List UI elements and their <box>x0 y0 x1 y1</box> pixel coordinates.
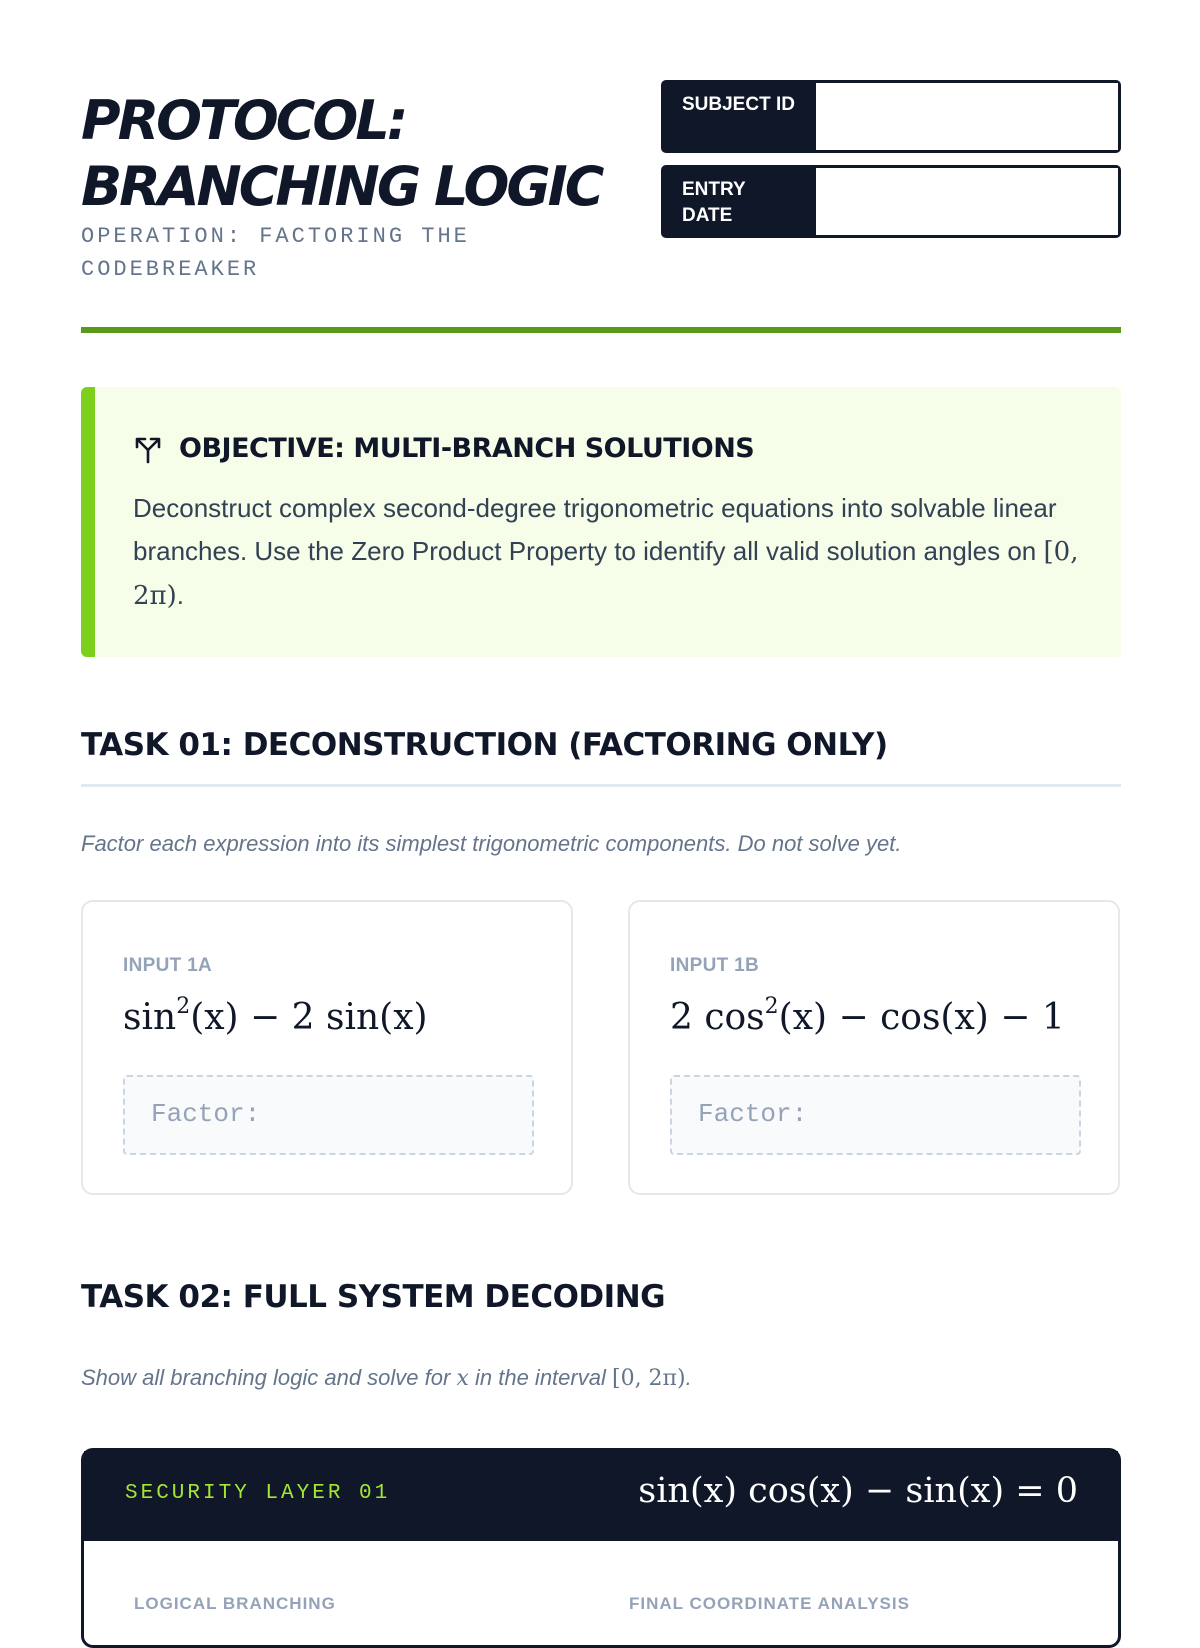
branch-icon <box>133 434 163 464</box>
expression-part: (x) − 2 sin(x) <box>190 997 428 1038</box>
task-02-heading: TASK 02: FULL SYSTEM DECODING <box>81 1279 666 1315</box>
task-02-instruction <box>81 1365 1121 1391</box>
task-01-heading: TASK 01: DECONSTRUCTION (FACTORING ONLY) <box>81 727 888 763</box>
input-card-1a <box>81 900 573 1195</box>
factor-answer-box[interactable]: Factor: <box>123 1075 534 1155</box>
input-label: INPUT 1A <box>123 955 212 976</box>
expression-part: sin <box>123 997 177 1038</box>
input-expression <box>123 994 428 1038</box>
subject-id-field[interactable] <box>661 80 1121 153</box>
objective-description <box>133 487 1093 618</box>
objective-interval: [0, 2π) <box>133 537 1079 611</box>
subject-id-label: SUBJECT ID <box>664 83 816 150</box>
title-line-1: PROTOCOL: <box>81 89 406 152</box>
security-layer-label: SECURITY LAYER 01 <box>125 1482 391 1505</box>
instruction-period: . <box>685 1365 692 1390</box>
instruction-text: Show all branching logic and solve for <box>81 1365 451 1390</box>
worksheet-header <box>81 80 1121 340</box>
expression-part: 2 cos <box>670 997 765 1038</box>
header-divider <box>81 327 1121 333</box>
objective-heading <box>133 433 754 464</box>
objective-text: Deconstruct complex second-degree trigonometric equations into solvable linear branches. Use the Zero Product Property to identify all valid solution angles on <box>133 493 1057 566</box>
security-layer-panel <box>81 1448 1121 1648</box>
input-card-1b <box>628 900 1120 1195</box>
entry-date-value[interactable] <box>816 168 1118 235</box>
page-title <box>81 88 681 220</box>
logical-branching-heading: LOGICAL BRANCHING <box>134 1594 336 1613</box>
task-01-divider <box>81 784 1121 787</box>
page-subtitle: OPERATION: FACTORING THE CODEBREAKER <box>81 224 470 282</box>
objective-panel <box>81 387 1121 657</box>
input-expression <box>670 994 1065 1038</box>
input-label: INPUT 1B <box>670 955 759 976</box>
instruction-text: in the interval <box>475 1365 606 1390</box>
subject-id-value[interactable] <box>816 83 1118 150</box>
title-line-2: BRANCHING LOGIC <box>81 155 602 218</box>
factor-answer-box[interactable]: Factor: <box>670 1075 1081 1155</box>
expression-part: (x) − cos(x) − 1 <box>778 997 1065 1038</box>
security-layer-header <box>84 1451 1118 1541</box>
task-01-instruction: Factor each expression into its simplest trigonometric components. Do not solve yet. <box>81 831 902 856</box>
objective-period: . <box>176 580 185 610</box>
expression-exponent: 2 <box>764 994 779 1019</box>
entry-date-field[interactable] <box>661 165 1121 238</box>
instruction-interval: [0, 2π) <box>611 1366 686 1391</box>
security-layer-equation: sin(x) cos(x) − sin(x) = 0 <box>638 1471 1078 1511</box>
final-coordinate-heading: FINAL COORDINATE ANALYSIS <box>629 1594 910 1613</box>
objective-title: OBJECTIVE: MULTI-BRANCH SOLUTIONS <box>179 433 755 464</box>
instruction-variable: x <box>456 1366 469 1391</box>
expression-exponent: 2 <box>176 994 191 1019</box>
entry-date-label: ENTRY DATE <box>664 168 816 235</box>
